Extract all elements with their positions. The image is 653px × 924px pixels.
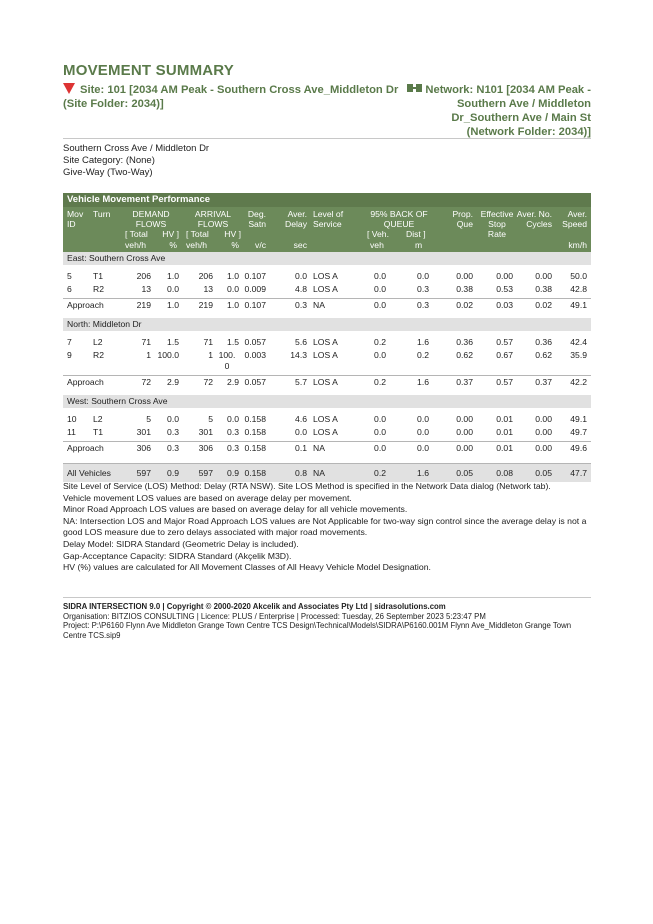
cell-eff-stop-rate: 0.03 (496, 300, 513, 310)
cell-mov-id: 5 (67, 271, 72, 281)
footer-organisation: Organisation: BITZIOS CONSULTING | Licence: PLUS / Enterprise | Processed: Tuesday, 26 September 2023 5:23:47 PM (63, 611, 486, 621)
hdr-d-hv: HV ] (162, 229, 179, 239)
table-body (63, 252, 591, 482)
cell-aver-speed: 42.2 (570, 377, 587, 387)
unit-speed: km/h (568, 240, 587, 250)
cell-aver-cycles: 0.00 (535, 271, 552, 281)
cell-queue-veh: 0.2 (374, 468, 386, 478)
cell-queue-dist: 0.0 (417, 427, 429, 437)
cell-deg-satn: 0.158 (244, 468, 266, 478)
cell-demand-hv: 1.0 (167, 300, 179, 310)
cell-turn: R2 (93, 284, 104, 294)
note-2: Vehicle movement LOS values are based on average delay per movement. (63, 492, 352, 503)
cell-los: NA (313, 300, 325, 310)
hdr-queue-2: QUEUE (383, 219, 415, 229)
hdr-id: ID (67, 219, 76, 229)
cell-los: LOS A (313, 377, 338, 387)
cell-aver-delay: 0.3 (295, 300, 307, 310)
hdr-a-total: [ Total (186, 229, 209, 239)
hdr-delay: Delay (285, 219, 307, 229)
cell-aver-cycles: 0.05 (535, 468, 552, 478)
cell-mov-id: 7 (67, 337, 72, 347)
cell-eff-stop-rate: 0.01 (496, 427, 513, 437)
hdr-queue: 95% BACK OF (370, 209, 428, 219)
cell-queue-veh: 0.2 (374, 337, 386, 347)
cell-arrival-hv: 100. 0 (218, 350, 236, 371)
cell-deg-satn: 0.009 (244, 284, 266, 294)
cell-demand-hv: 0.3 (167, 427, 179, 437)
network-icon (407, 84, 422, 92)
cell-aver-speed: 49.1 (570, 300, 587, 310)
cell-aver-cycles: 0.02 (535, 300, 552, 310)
hdr-arrival-flows: FLOWS (197, 219, 229, 229)
unit-d-total: veh/h (125, 240, 147, 250)
cell-arrival-total: 72 (203, 377, 213, 387)
cell-arrival-total: 1 (208, 350, 213, 360)
cell-prop-que: 0.00 (456, 443, 473, 453)
cell-aver-delay: 0.8 (295, 468, 307, 478)
cell-arrival-hv: 0.0 (227, 284, 239, 294)
cell-arrival-total: 206 (198, 271, 213, 281)
cell-arrival-total: 306 (198, 443, 213, 453)
note-3: Minor Road Approach LOS values are based on average delay for all vehicle movements. (63, 504, 408, 515)
approach-row (63, 375, 591, 391)
cell-deg-satn: 0.158 (244, 427, 266, 437)
cell-deg-satn: 0.003 (244, 350, 266, 360)
cell-aver-delay: 0.0 (295, 271, 307, 281)
site-heading-text: Site: 101 [2034 AM Peak - Southern Cross Ave_Middleton Dr (Site Folder: 2034)] (63, 84, 399, 110)
cell-demand-total: 597 (136, 468, 151, 478)
cell-los: LOS A (313, 350, 338, 360)
site-name: Southern Cross Ave / Middleton Dr (63, 143, 210, 154)
cell-los: LOS A (313, 427, 338, 437)
cell-aver-cycles: 0.62 (535, 350, 552, 360)
cell-arrival-hv: 1.0 (227, 271, 239, 281)
cell-eff-stop-rate: 0.01 (496, 443, 513, 453)
cell-mov-id: 6 (67, 284, 72, 294)
cell-prop-que: 0.02 (456, 300, 473, 310)
unit-dist: m (415, 240, 423, 250)
hdr-speed: Speed (562, 219, 587, 229)
section-header: East: Southern Cross Ave (63, 252, 591, 265)
hdr-a-hv: HV ] (224, 229, 241, 239)
cell-demand-hv: 0.3 (167, 443, 179, 453)
note-7: HV (%) values are calculated for All Movement Classes of All Heavy Vehicle Model Designation. (63, 562, 431, 573)
report-title: MOVEMENT SUMMARY (63, 62, 234, 79)
cell-eff-stop-rate: 0.67 (496, 350, 513, 360)
network-heading (401, 83, 591, 139)
cell-demand-hv: 0.9 (167, 468, 179, 478)
cell-demand-total: 5 (146, 414, 151, 424)
cell-queue-veh: 0.0 (374, 350, 386, 360)
cell-deg-satn: 0.107 (244, 271, 266, 281)
cell-prop-que: 0.00 (456, 427, 473, 437)
cell-demand-total: 206 (136, 271, 151, 281)
cell-demand-hv: 100.0 (157, 350, 179, 360)
section-header: North: Middleton Dr (63, 318, 591, 331)
cell-arrival-hv: 2.9 (227, 377, 239, 387)
cell-arrival-hv: 0.3 (227, 443, 239, 453)
cell-demand-total: 306 (136, 443, 151, 453)
cell-arrival-total: 13 (203, 284, 213, 294)
cell-demand-total: 71 (141, 337, 151, 347)
cell-queue-veh: 0.0 (374, 427, 386, 437)
hdr-aver: Aver. (287, 209, 307, 219)
section-header: West: Southern Cross Ave (63, 395, 591, 408)
cell-eff-stop-rate: 0.57 (496, 377, 513, 387)
cell-turn: L2 (93, 414, 103, 424)
cell-los: LOS A (313, 414, 338, 424)
cell-aver-speed: 49.6 (570, 443, 587, 453)
table-header (63, 207, 591, 252)
cell-demand-total: 1 (146, 350, 151, 360)
cell-arrival-hv: 0.0 (227, 414, 239, 424)
hdr-que: Que (456, 219, 473, 229)
cell-demand-hv: 0.0 (167, 284, 179, 294)
cell-los: LOS A (313, 271, 338, 281)
cell-queue-dist: 1.6 (417, 468, 429, 478)
row-label: Approach (67, 300, 104, 310)
hdr-deg: Deg. (247, 209, 266, 219)
cell-eff-stop-rate: 0.00 (496, 271, 513, 281)
cell-prop-que: 0.38 (456, 284, 473, 294)
cell-mov-id: 11 (67, 427, 76, 437)
cell-los: NA (313, 468, 325, 478)
cell-demand-total: 13 (141, 284, 151, 294)
site-heading (63, 83, 413, 111)
cell-queue-dist: 1.6 (417, 337, 429, 347)
cell-aver-delay: 0.0 (295, 427, 307, 437)
unit-delay: sec (293, 240, 307, 250)
cell-aver-speed: 42.8 (570, 284, 587, 294)
cell-aver-delay: 0.1 (295, 443, 307, 453)
footer-divider (63, 597, 591, 598)
cell-deg-satn: 0.057 (244, 337, 266, 347)
cell-prop-que: 0.36 (456, 337, 473, 347)
hdr-arrival: ARRIVAL (194, 209, 232, 219)
hdr-aver-speed: Aver. (567, 209, 587, 219)
cell-prop-que: 0.00 (456, 271, 473, 281)
cell-demand-total: 301 (136, 427, 151, 437)
hdr-stop: Stop (488, 219, 506, 229)
hdr-effective: Effective (480, 209, 514, 219)
cell-deg-satn: 0.158 (244, 414, 266, 424)
cell-queue-veh: 0.0 (374, 271, 386, 281)
cell-arrival-total: 71 (203, 337, 213, 347)
note-1: Site Level of Service (LOS) Method: Delay (RTA NSW). Site LOS Method is specified in the Network Data dialog (Network tab). (63, 481, 551, 491)
cell-queue-veh: 0.0 (374, 414, 386, 424)
hdr-mov: Mov (67, 209, 84, 219)
cell-aver-cycles: 0.36 (535, 337, 552, 347)
cell-prop-que: 0.05 (456, 468, 473, 478)
table-row (63, 426, 591, 439)
cell-prop-que: 0.62 (456, 350, 473, 360)
cell-prop-que: 0.37 (456, 377, 473, 387)
cell-demand-hv: 2.9 (167, 377, 179, 387)
row-label: All Vehicles (67, 468, 111, 478)
table-row (63, 283, 591, 296)
cell-los: LOS A (313, 337, 338, 347)
cell-aver-delay: 4.8 (295, 284, 307, 294)
cell-turn: R2 (93, 350, 104, 360)
table-row (63, 413, 591, 426)
cell-queue-veh: 0.0 (374, 443, 386, 453)
footer (63, 602, 591, 640)
row-label: Approach (67, 377, 104, 387)
table-row (63, 349, 591, 373)
hdr-demand: DEMAND (132, 209, 170, 219)
cell-aver-speed: 49.7 (570, 427, 587, 437)
cell-queue-veh: 0.0 (374, 300, 386, 310)
hdr-dist: Dist ] (406, 229, 426, 239)
table-row (63, 270, 591, 283)
hdr-prop: Prop. (452, 209, 473, 219)
cell-turn: T1 (93, 427, 104, 437)
hdr-satn: Satn (248, 219, 266, 229)
cell-aver-delay: 14.3 (290, 350, 307, 360)
cell-aver-speed: 47.7 (570, 468, 587, 478)
cell-queue-dist: 0.0 (417, 443, 429, 453)
cell-arrival-hv: 0.9 (227, 468, 239, 478)
cell-arrival-total: 219 (198, 300, 213, 310)
cell-deg-satn: 0.158 (244, 443, 266, 453)
cell-queue-dist: 0.0 (417, 271, 429, 281)
cell-aver-delay: 5.6 (295, 337, 307, 347)
cell-arrival-total: 5 (208, 414, 213, 424)
row-label: Approach (67, 443, 104, 453)
hdr-turn: Turn (93, 209, 111, 219)
hdr-veh: [ Veh. (367, 229, 389, 239)
cell-arrival-total: 301 (198, 427, 213, 437)
cell-eff-stop-rate: 0.08 (496, 468, 513, 478)
cell-demand-hv: 1.5 (167, 337, 179, 347)
cell-queue-dist: 1.6 (417, 377, 429, 387)
cell-arrival-hv: 1.5 (227, 337, 239, 347)
cell-aver-speed: 35.9 (570, 350, 587, 360)
cell-demand-hv: 0.0 (167, 414, 179, 424)
cell-aver-speed: 49.1 (570, 414, 587, 424)
approach-row (63, 298, 591, 314)
hdr-rate: Rate (487, 229, 507, 239)
cell-arrival-hv: 0.3 (227, 427, 239, 437)
network-heading-text: Network: N101 [2034 AM Peak - Southern Ave / Middleton Dr_Southern Ave / Main St (Network Folder: 2034)] (425, 84, 591, 138)
cell-queue-veh: 0.0 (374, 284, 386, 294)
cell-queue-dist: 0.2 (417, 350, 429, 360)
cell-arrival-total: 597 (198, 468, 213, 478)
cell-queue-dist: 0.3 (417, 284, 429, 294)
footer-project: Project: P:\P6160 Flynn Ave Middleton Grange Town Centre TCS Design\Technical\Models\SIDRA\P6160.001M Flynn Ave_Middleton Grange Town Centre TCS.sip9 (63, 621, 572, 640)
cell-deg-satn: 0.107 (244, 300, 266, 310)
unit-veh: veh (370, 240, 384, 250)
cell-aver-delay: 4.6 (295, 414, 307, 424)
cell-aver-cycles: 0.37 (535, 377, 552, 387)
cell-aver-cycles: 0.00 (535, 443, 552, 453)
cell-demand-total: 219 (136, 300, 151, 310)
note-4: NA: Intersection LOS and Major Road Approach LOS values are Not Applicable for two-way sign control since the average delay is not a good LOS measure due to zero delays associated with major road movements. (63, 515, 587, 538)
cell-eff-stop-rate: 0.53 (496, 284, 513, 294)
approach-row (63, 441, 591, 457)
cell-eff-stop-rate: 0.01 (496, 414, 513, 424)
cell-demand-total: 72 (141, 377, 151, 387)
give-way-triangle-icon (63, 83, 75, 94)
hdr-service: Service (313, 219, 342, 229)
hdr-aver-no: Aver. No. (516, 209, 552, 219)
unit-a-hv: % (231, 240, 239, 250)
cell-turn: L2 (93, 337, 103, 347)
cell-aver-cycles: 0.00 (535, 414, 552, 424)
unit-d-hv: % (169, 240, 177, 250)
cell-eff-stop-rate: 0.57 (496, 337, 513, 347)
cell-mov-id: 9 (67, 350, 72, 360)
unit-satn: v/c (255, 240, 266, 250)
cell-aver-speed: 42.4 (570, 337, 587, 347)
cell-aver-cycles: 0.00 (535, 427, 552, 437)
cell-aver-delay: 5.7 (295, 377, 307, 387)
cell-prop-que: 0.00 (456, 414, 473, 424)
cell-queue-dist: 0.0 (417, 414, 429, 424)
cell-arrival-hv: 1.0 (227, 300, 239, 310)
hdr-d-total: [ Total (125, 229, 148, 239)
table-title: Vehicle Movement Performance (63, 193, 591, 207)
note-6: Gap-Acceptance Capacity: SIDRA Standard (Akçelik M3D). (63, 550, 292, 561)
header-divider (63, 138, 591, 139)
notes (63, 481, 591, 574)
all-vehicles-row (63, 463, 591, 482)
movement-table (63, 193, 591, 482)
hdr-cycles: Cycles (526, 219, 552, 229)
site-info (63, 143, 209, 179)
cell-mov-id: 10 (67, 414, 77, 424)
note-5: Delay Model: SIDRA Standard (Geometric Delay is included). (63, 538, 299, 549)
hdr-level-of: Level of (313, 209, 344, 219)
cell-los: LOS A (313, 284, 338, 294)
site-category: Site Category: (None) (63, 155, 155, 166)
unit-a-total: veh/h (186, 240, 208, 250)
footer-copyright: SIDRA INTERSECTION 9.0 | Copyright © 2000-2020 Akcelik and Associates Pty Ltd | sidrasolutions.com (63, 602, 446, 611)
cell-aver-cycles: 0.38 (535, 284, 552, 294)
table-row (63, 336, 591, 349)
hdr-demand-flows: FLOWS (135, 219, 167, 229)
cell-turn: T1 (93, 271, 104, 281)
cell-los: NA (313, 443, 325, 453)
cell-queue-dist: 0.3 (417, 300, 429, 310)
cell-aver-speed: 50.0 (570, 271, 587, 281)
site-control: Give-Way (Two-Way) (63, 167, 153, 178)
cell-deg-satn: 0.057 (244, 377, 266, 387)
cell-queue-veh: 0.2 (374, 377, 386, 387)
cell-demand-hv: 1.0 (167, 271, 179, 281)
